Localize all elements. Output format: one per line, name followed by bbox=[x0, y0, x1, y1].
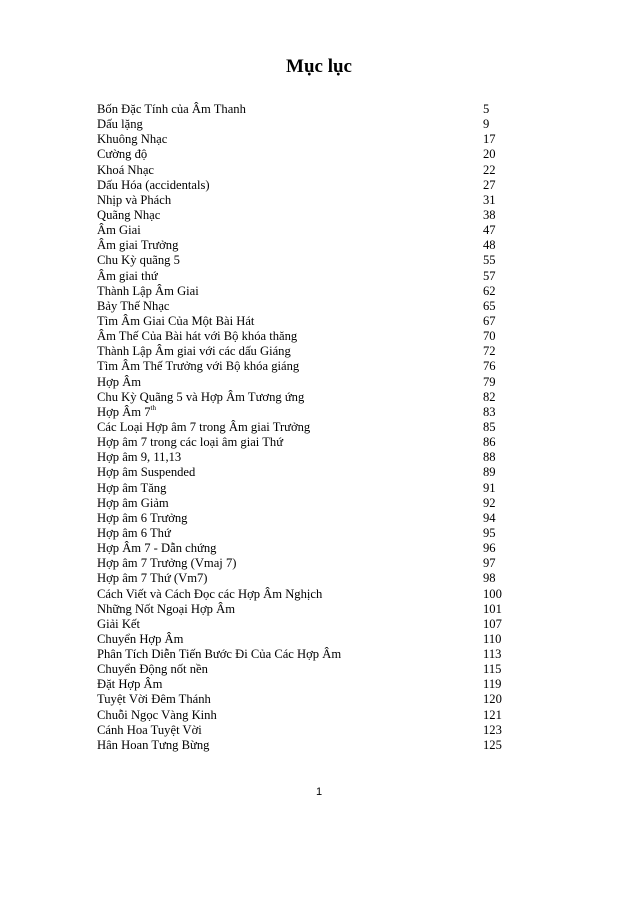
toc-entry-title: Đặt Hợp Âm bbox=[97, 677, 163, 692]
toc-entry[interactable] bbox=[97, 723, 507, 738]
toc-entry[interactable] bbox=[97, 299, 507, 314]
toc-entry[interactable] bbox=[97, 269, 507, 284]
toc-entry[interactable] bbox=[97, 390, 507, 405]
toc-entry[interactable] bbox=[97, 692, 507, 707]
toc-entry-page: 82 bbox=[483, 389, 496, 404]
toc-entry[interactable] bbox=[97, 738, 507, 753]
toc-entry[interactable] bbox=[97, 117, 507, 132]
toc-entry-page: 91 bbox=[483, 480, 496, 495]
toc-entry[interactable] bbox=[97, 450, 507, 465]
page-title: Mục lục bbox=[286, 56, 352, 77]
toc-entry-title: Chu Kỳ quãng 5 bbox=[97, 253, 180, 268]
toc-entry-title: Chuyển Hợp Âm bbox=[97, 631, 184, 646]
toc-entry[interactable] bbox=[97, 163, 507, 178]
toc-entry-title: Hợp Âm 7 bbox=[97, 404, 151, 419]
toc-entry-title: Hợp âm 6 Trưởng bbox=[97, 510, 188, 525]
toc-entry[interactable] bbox=[97, 359, 507, 374]
toc-entry-page: 67 bbox=[483, 313, 496, 328]
toc-entry-title: Tìm Âm Thế Trưởng với Bộ khóa giáng bbox=[97, 359, 300, 374]
toc-entry-page: 83 bbox=[483, 404, 496, 419]
toc-entry-page: 95 bbox=[483, 525, 496, 540]
toc-entry[interactable] bbox=[97, 147, 507, 162]
toc-entry[interactable] bbox=[97, 284, 507, 299]
toc-entry-page: 31 bbox=[483, 192, 496, 207]
toc-entry-page: 119 bbox=[483, 677, 502, 692]
toc-entry-title: Chuyển Động nốt nền bbox=[97, 662, 208, 677]
toc-entry-page: 125 bbox=[483, 737, 502, 752]
toc-entry-title: Hợp âm 7 trong các loại âm giai Thứ bbox=[97, 435, 284, 450]
toc-entry-page: 5 bbox=[483, 102, 490, 116]
toc-entry[interactable] bbox=[97, 329, 507, 344]
toc-entry-title: Chuỗi Ngọc Vàng Kinh bbox=[97, 707, 217, 722]
toc-entry[interactable] bbox=[97, 481, 507, 496]
toc-entry-title: Bốn Đặc Tính của Âm Thanh bbox=[97, 102, 246, 116]
toc-entry-page: 57 bbox=[483, 268, 496, 283]
toc-entry[interactable] bbox=[97, 435, 507, 450]
toc-entry-page: 9 bbox=[483, 117, 490, 132]
toc-entry-title: Khoá Nhạc bbox=[97, 162, 154, 177]
toc-entry-title: Bảy Thế Nhạc bbox=[97, 298, 170, 313]
toc-entry-title: Hợp âm Giảm bbox=[97, 495, 169, 510]
toc-entry[interactable] bbox=[97, 556, 507, 571]
toc-entry[interactable] bbox=[97, 375, 507, 390]
toc-entry-page: 96 bbox=[483, 541, 496, 556]
toc-entry[interactable] bbox=[97, 193, 507, 208]
toc-entry-page: 20 bbox=[483, 147, 496, 162]
toc-entry-page: 76 bbox=[483, 359, 496, 374]
toc-entry-title: Phân Tích Diễn Tiến Bước Đi Của Các Hợp Âm bbox=[97, 647, 342, 662]
toc-entry[interactable] bbox=[97, 238, 507, 253]
toc-entry[interactable] bbox=[97, 178, 507, 193]
toc-entry[interactable] bbox=[97, 208, 507, 223]
toc-entry[interactable] bbox=[97, 632, 507, 647]
toc-entry-page: 47 bbox=[483, 223, 496, 238]
toc-entry-page: 115 bbox=[483, 662, 502, 677]
toc-entry[interactable] bbox=[97, 662, 507, 677]
toc-entry[interactable] bbox=[97, 541, 507, 556]
toc-entry[interactable] bbox=[97, 253, 507, 268]
toc-entry-title: Chu Kỳ Quãng 5 và Hợp Âm Tương ứng bbox=[97, 389, 305, 404]
toc-entry-page: 121 bbox=[483, 707, 502, 722]
toc-entry-title: Hợp âm Tăng bbox=[97, 480, 167, 495]
toc-entry-page: 113 bbox=[483, 647, 502, 662]
toc-entry-page: 70 bbox=[483, 329, 496, 344]
toc-entry-page: 89 bbox=[483, 465, 496, 480]
toc-entry-page: 79 bbox=[483, 374, 496, 389]
toc-entry-page: 65 bbox=[483, 298, 496, 313]
toc-entry-page: 110 bbox=[483, 631, 502, 646]
toc-entry[interactable] bbox=[97, 465, 507, 480]
toc-entry[interactable] bbox=[97, 708, 507, 723]
toc-entry-page: 17 bbox=[483, 132, 496, 147]
toc-entry[interactable] bbox=[97, 526, 507, 541]
toc-entry[interactable] bbox=[97, 102, 507, 117]
toc-entry-page: 48 bbox=[483, 238, 496, 253]
toc-entry[interactable] bbox=[97, 602, 507, 617]
table-of-contents bbox=[97, 102, 507, 753]
toc-entry-title-wrap bbox=[97, 405, 156, 420]
toc-entry-superscript: th bbox=[150, 403, 156, 412]
toc-entry-title: Hợp Âm 7 - Dẫn chứng bbox=[97, 541, 217, 556]
toc-entry-title: Hợp âm 7 Trưởng (Vmaj 7) bbox=[97, 556, 237, 571]
toc-entry-page: 101 bbox=[483, 601, 502, 616]
toc-entry-page: 22 bbox=[483, 162, 496, 177]
toc-entry[interactable] bbox=[97, 617, 507, 632]
toc-entry-title: Thành Lập Âm giai với các dấu Giáng bbox=[97, 344, 291, 359]
toc-entry-title: Dấu Hóa (accidentals) bbox=[97, 177, 210, 192]
toc-entry[interactable] bbox=[97, 511, 507, 526]
toc-entry-title: Thành Lập Âm Giai bbox=[97, 283, 199, 298]
toc-entry-page: 62 bbox=[483, 283, 496, 298]
toc-entry[interactable] bbox=[97, 344, 507, 359]
toc-entry[interactable] bbox=[97, 587, 507, 602]
toc-entry-title: Các Loại Hợp âm 7 trong Âm giai Trưởng bbox=[97, 419, 311, 434]
toc-entry-title: Âm giai thứ bbox=[97, 268, 158, 283]
toc-entry-title: Cánh Hoa Tuyệt Vời bbox=[97, 722, 202, 737]
toc-entry-title: Tuyệt Vời Đêm Thánh bbox=[97, 692, 211, 707]
toc-entry-title: Quãng Nhạc bbox=[97, 207, 161, 222]
toc-entry-title: Nhịp và Phách bbox=[97, 192, 172, 207]
toc-entry-title: Tìm Âm Giai Của Một Bài Hát bbox=[97, 313, 255, 328]
toc-entry-title: Hợp âm Suspended bbox=[97, 465, 196, 480]
toc-entry[interactable] bbox=[97, 405, 507, 420]
toc-entry-page: 123 bbox=[483, 722, 502, 737]
toc-entry-page: 27 bbox=[483, 177, 496, 192]
page-number: 1 bbox=[315, 786, 323, 798]
toc-entry-title: Khuông Nhạc bbox=[97, 132, 168, 147]
toc-entry-title: Cách Viết và Cách Đọc các Hợp Âm Nghịch bbox=[97, 586, 323, 601]
toc-entry[interactable] bbox=[97, 647, 507, 662]
toc-entry[interactable] bbox=[97, 496, 507, 511]
toc-entry-page: 120 bbox=[483, 692, 502, 707]
toc-entry-title: Hợp âm 6 Thứ bbox=[97, 525, 171, 540]
toc-entry-title: Cường độ bbox=[97, 147, 148, 162]
toc-entry-title: Giải Kết bbox=[97, 616, 141, 631]
toc-entry-title: Những Nốt Ngoại Hợp Âm bbox=[97, 601, 236, 616]
toc-entry[interactable] bbox=[97, 571, 507, 586]
toc-entry-title: Hợp Âm bbox=[97, 374, 142, 389]
toc-entry-page: 94 bbox=[483, 510, 496, 525]
toc-entry-page: 86 bbox=[483, 435, 496, 450]
toc-entry[interactable] bbox=[97, 223, 507, 238]
toc-entry-title: Âm Giai bbox=[97, 223, 141, 238]
toc-entry-page: 98 bbox=[483, 571, 496, 586]
toc-entry-title: Dấu lặng bbox=[97, 117, 143, 132]
toc-entry-title: Âm giai Trưởng bbox=[97, 238, 179, 253]
toc-entry-page: 72 bbox=[483, 344, 496, 359]
toc-entry-page: 92 bbox=[483, 495, 496, 510]
toc-entry-title: Hợp âm 9, 11,13 bbox=[97, 450, 182, 465]
toc-entry-page: 38 bbox=[483, 207, 496, 222]
toc-entry-page: 97 bbox=[483, 556, 496, 571]
toc-entry[interactable] bbox=[97, 132, 507, 147]
toc-entry[interactable] bbox=[97, 420, 507, 435]
toc-entry[interactable] bbox=[97, 677, 507, 692]
toc-entry-title: Hân Hoan Tưng Bừng bbox=[97, 737, 210, 752]
toc-entry-page: 107 bbox=[483, 616, 502, 631]
toc-entry[interactable] bbox=[97, 314, 507, 329]
toc-entry-title: Âm Thế Của Bài hát với Bộ khóa thăng bbox=[97, 329, 298, 344]
toc-entry-page: 55 bbox=[483, 253, 496, 268]
toc-entry-page: 88 bbox=[483, 450, 496, 465]
toc-entry-title: Hợp âm 7 Thứ (Vm7) bbox=[97, 571, 208, 586]
toc-entry-page: 85 bbox=[483, 419, 496, 434]
toc-entry-page: 100 bbox=[483, 586, 502, 601]
